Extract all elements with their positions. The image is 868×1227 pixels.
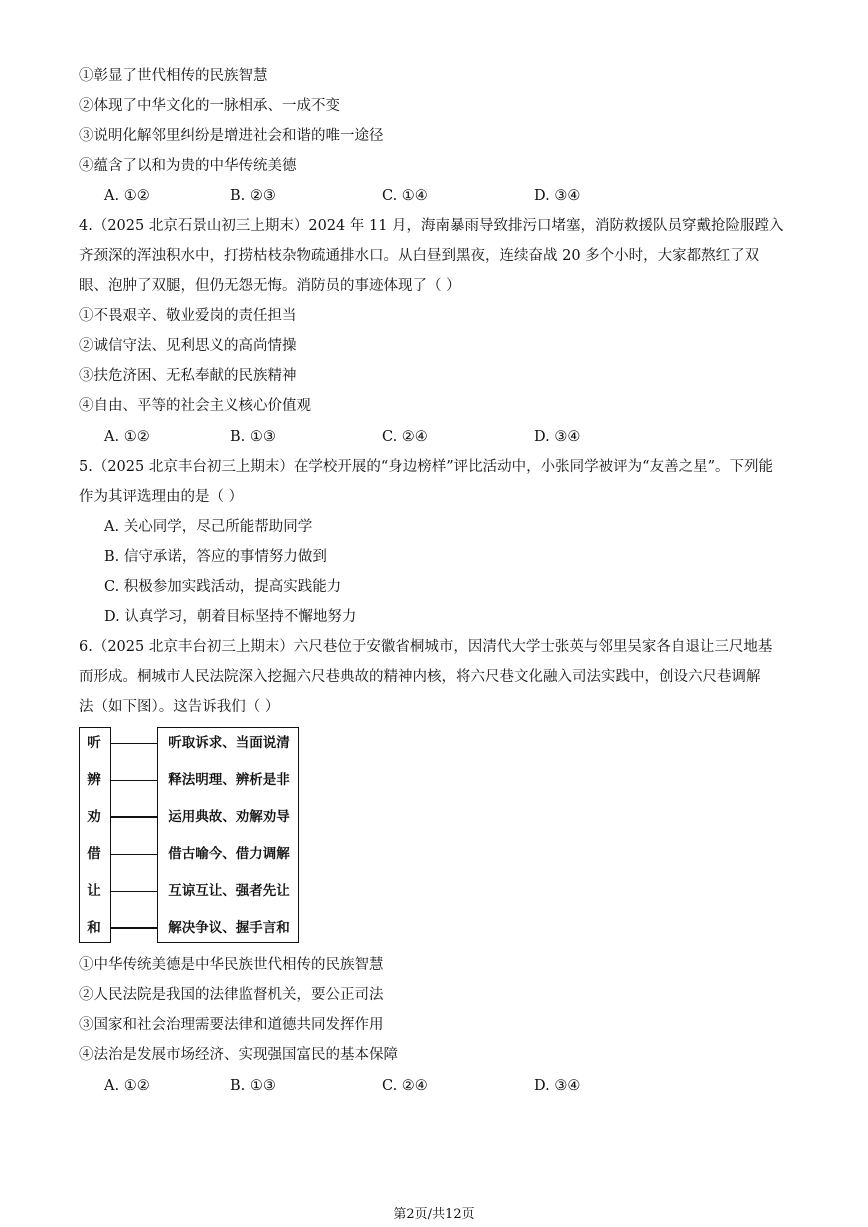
diagram-text-5: 互谅互让、强者先让	[168, 883, 290, 899]
diagram-char-quan: 劝	[87, 809, 101, 825]
q4-option-c: C. ②④	[382, 429, 428, 445]
six-foot-lane-diagram	[79, 727, 299, 943]
q4-option-b: B. ①③	[230, 429, 276, 445]
q4-option-d: D. ③④	[534, 429, 581, 445]
top-item-4: ④蕴含了以和为贵的中华传统美德	[79, 158, 297, 174]
diagram-text-4: 借古喻今、借力调解	[168, 846, 290, 862]
diagram-text-3: 运用典故、劝解劝导	[168, 809, 290, 825]
q4-item-3: ③扶危济困、无私奉献的民族精神	[79, 368, 297, 384]
q4-stem-line-2: 齐颈深的浑浊积水中，打捞枯枝杂物疏通排水口。从白昼到黑夜，连续奋战 20 多个小时，大家都熬红了双	[79, 248, 760, 264]
diagram-text-2: 释法明理、辨析是非	[168, 772, 290, 788]
q4-stem-line-3: 眼、泡肿了双腿，但仍无怨无悔。消防员的事迹体现了（ ）	[79, 278, 461, 294]
q5-option-b: B. 信守承诺，答应的事情努力做到	[104, 549, 327, 565]
q6-option-a: A. ①②	[104, 1078, 150, 1094]
diagram-char-rang: 让	[87, 883, 101, 899]
q4-stem-line-1: 4.（2025 北京石景山初三上期末）2024 年 11 月，海南暴雨导致排污口堵塞，消防救援队员穿戴抢险服蹚入	[79, 218, 784, 234]
diagram-connector-6	[111, 927, 157, 929]
top-option-b: B. ②③	[230, 188, 276, 204]
q5-option-d: D. 认真学习，朝着目标坚持不懈地努力	[104, 609, 357, 625]
top-option-c: C. ①④	[382, 188, 428, 204]
q6-stem-line-1: 6.（2025 北京丰台初三上期末）六尺巷位于安徽省桐城市，因清代大学士张英与邻里吴家各自退让三尺地基	[79, 639, 773, 655]
diagram-char-bian: 辨	[87, 772, 101, 788]
diagram-connector-5	[111, 891, 157, 892]
diagram-connector-1	[111, 743, 157, 744]
diagram-char-he: 和	[87, 920, 101, 936]
diagram-connector-4	[111, 854, 157, 855]
diagram-left-box	[79, 727, 111, 943]
page-number-footer: 第2页/共12页	[393, 1207, 475, 1222]
q6-item-2: ②人民法院是我国的法律监督机关，要公正司法	[79, 987, 384, 1003]
top-item-2: ②体现了中华文化的一脉相承、一成不变	[79, 98, 340, 114]
top-option-a: A. ①②	[104, 188, 150, 204]
diagram-text-6: 解决争议、握手言和	[168, 920, 290, 936]
q5-option-a: A. 关心同学，尽己所能帮助同学	[104, 519, 313, 535]
q4-item-2: ②诚信守法、见利思义的高尚情操	[79, 338, 297, 354]
diagram-char-jie: 借	[87, 846, 101, 862]
q6-stem-line-2: 而形成。桐城市人民法院深入挖掘六尺巷典故的精神内核，将六尺巷文化融入司法实践中，创设六尺巷调解	[79, 669, 761, 685]
q4-item-4: ④自由、平等的社会主义核心价值观	[79, 398, 311, 414]
diagram-connector-2	[111, 780, 157, 781]
q6-item-4: ④法治是发展市场经济、实现强国富民的基本保障	[79, 1047, 398, 1063]
q4-option-a: A. ①②	[104, 429, 150, 445]
q6-item-3: ③国家和社会治理需要法律和道德共同发挥作用	[79, 1017, 384, 1033]
q4-item-1: ①不畏艰辛、敬业爱岗的责任担当	[79, 308, 297, 324]
q5-stem-line-1: 5.（2025 北京丰台初三上期末）在学校开展的“身边榜样”评比活动中，小张同学被评为“友善之星”。下列能	[79, 459, 773, 475]
top-item-1: ①彰显了世代相传的民族智慧	[79, 68, 268, 84]
q6-option-b: B. ①③	[230, 1078, 276, 1094]
diagram-right-box	[157, 727, 299, 943]
q6-option-c: C. ②④	[382, 1078, 428, 1094]
q6-option-d: D. ③④	[534, 1078, 581, 1094]
top-option-d: D. ③④	[534, 188, 581, 204]
q5-option-c: C. 积极参加实践活动，提高实践能力	[104, 579, 342, 595]
top-item-3: ③说明化解邻里纠纷是增进社会和谐的唯一途径	[79, 128, 384, 144]
diagram-char-ting: 听	[87, 735, 101, 751]
q5-stem-line-2: 作为其评选理由的是（ ）	[79, 489, 244, 505]
diagram-connector-3	[111, 816, 157, 818]
q6-item-1: ①中华传统美德是中华民族世代相传的民族智慧	[79, 957, 384, 973]
q6-stem-line-3: 法（如下图）。这告诉我们（ ）	[79, 699, 280, 715]
diagram-text-1: 听取诉求、当面说清	[168, 735, 290, 751]
